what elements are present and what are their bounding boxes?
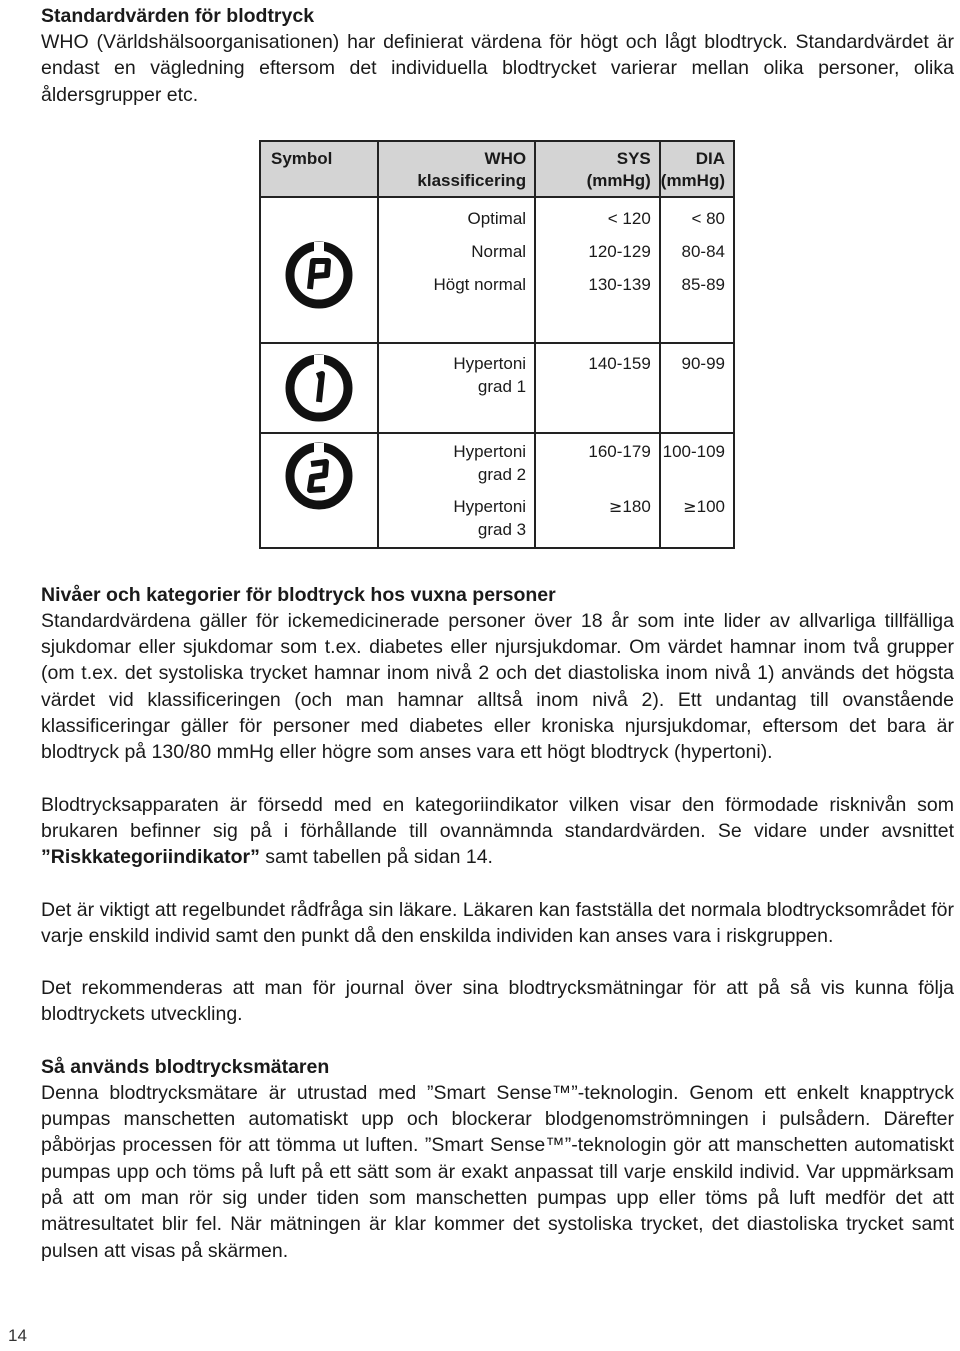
indicator-p-icon (260, 197, 378, 343)
who-grade-3-line-2: grad 3 (477, 519, 527, 539)
section-body-levels: Standardvärdena gäller för ickemedicinerade personer över 18 år som inte lider av allvarliga tillfälliga sjukdomar eller sjukdomar som t.ex. diabetes eller njursjukdomar. Om värdet hamnar inom två grupper (om t.ex. det systoliska trycket hamnar inom nivå 2 och det diastoliska inom nivå 1) används det högsta värdet vid klassificeringen (och man hamnar alltså inom nivå 2). Ett undantag till ovanstående klassificeringar gäller för personer med diabetes eller kroniska njursjukdomar, eftersom det bara är blodtryck på 130/80 mmHg eller högre som anses vara ett högt blodtryck (hypertoni). (41, 609, 954, 764)
who-grade-1-line-2: grad 1 (477, 376, 527, 396)
who-grade-3-line-1: Hypertoni (453, 496, 527, 516)
who-hogt-normal: Högt normal (433, 274, 527, 294)
sys-grade-2: 160-179 (588, 441, 651, 461)
header-symbol: Symbol (260, 141, 378, 197)
paragraph-consult-doctor: Det är viktigt att regelbundet rådfråga sin läkare. Läkaren kan fastställa det normala blodtrycksområdet för varje enskild individ samt den punkt då den enskilda individen kan anses vara i riskgruppen. (41, 898, 954, 947)
indicator-2-icon (260, 433, 378, 548)
page-number: 14 (8, 1326, 27, 1345)
section-title-usage: Så används blodtrycksmätaren (41, 1055, 330, 1078)
section-body-standard-values: WHO (Världshälsoorganisationen) har definierat värdena för högt och lågt blodtryck. Standardvärdet är endast en vägledning eftersom det individuella blodtrycket varierar mellan olika personer, olika åldersgrupper etc. (41, 31, 954, 106)
table-row-group-optimal-normal (260, 197, 734, 343)
section-title-standard-values: Standardvärden för blodtryck (41, 5, 315, 27)
table-header-row (260, 141, 734, 197)
who-normal: Normal (471, 241, 527, 261)
sys-grade-1: 140-159 (588, 353, 651, 373)
who-grade-1-line-1: Hypertoni (453, 353, 527, 373)
paragraph-journal: Det rekommenderas att man för journal över sina blodtrycksmätningar för att på så vis kunna följa blodtryckets utveckling. (41, 977, 954, 1026)
header-dia: DIA (mmHg) (660, 141, 734, 197)
dia-grade-3: ≥100 (683, 496, 725, 516)
sys-optimal: < 120 (607, 208, 651, 228)
dia-grade-2: 100-109 (662, 441, 725, 461)
sys-grade-3: ≥180 (609, 496, 651, 516)
dia-optimal: < 80 (691, 208, 725, 228)
table-row-grade-1 (260, 343, 734, 433)
dia-hogt-normal: 85-89 (681, 274, 725, 294)
dia-grade-1: 90-99 (681, 353, 725, 373)
table-row-grade-2-3 (260, 433, 734, 548)
who-grade-2-line-1: Hypertoni (453, 441, 527, 461)
section-body-usage: Denna blodtrycksmätare är utrustad med ”Smart Sense™”-teknologin. Genom ett enkelt knapptryck pumpas manschetten automatiskt upp och blockerar blodgenomströmningen i pulsådern. Därefter påbörjas processen för att tömma ut luften. ”Smart Sense™”-teknologin gör att manschetten automatiskt pumpas upp och töms på luft på ett sätt som är exakt anpassat till varje enskild individ. Var uppmärksam på att om man rör sig under tiden som manschetten pumpas upp eller töms på luft medför det att mätresultatet blir fel. När mätningen är klar kommer det systoliska trycket, det diastoliska trycket samt pulsen att visas på skärmen. (41, 1081, 954, 1262)
who-grade-2-line-2: grad 2 (477, 464, 527, 484)
sys-hogt-normal: 130-139 (588, 274, 651, 294)
header-who: WHO klassificering (378, 141, 535, 197)
header-sys: SYS (mmHg) (535, 141, 660, 197)
bp-classification-table (259, 140, 735, 549)
sys-normal: 120-129 (588, 241, 651, 261)
page-content (41, 3, 954, 1264)
section-title-levels: Nivåer och kategorier för blodtryck hos vuxna personer (41, 583, 556, 606)
who-optimal: Optimal (467, 208, 527, 228)
indicator-1-icon (260, 343, 378, 433)
paragraph-category-indicator: Blodtrycksapparaten är försedd med en kategoriindikator vilken visar den förmodade risknivån som brukaren befinner sig på i förhållande till ovannämnda standardvärden. Se vidare under avsnittet ”Riskkategoriindikator” samt tabellen på sidan 14. (41, 793, 954, 869)
dia-normal: 80-84 (681, 241, 725, 261)
